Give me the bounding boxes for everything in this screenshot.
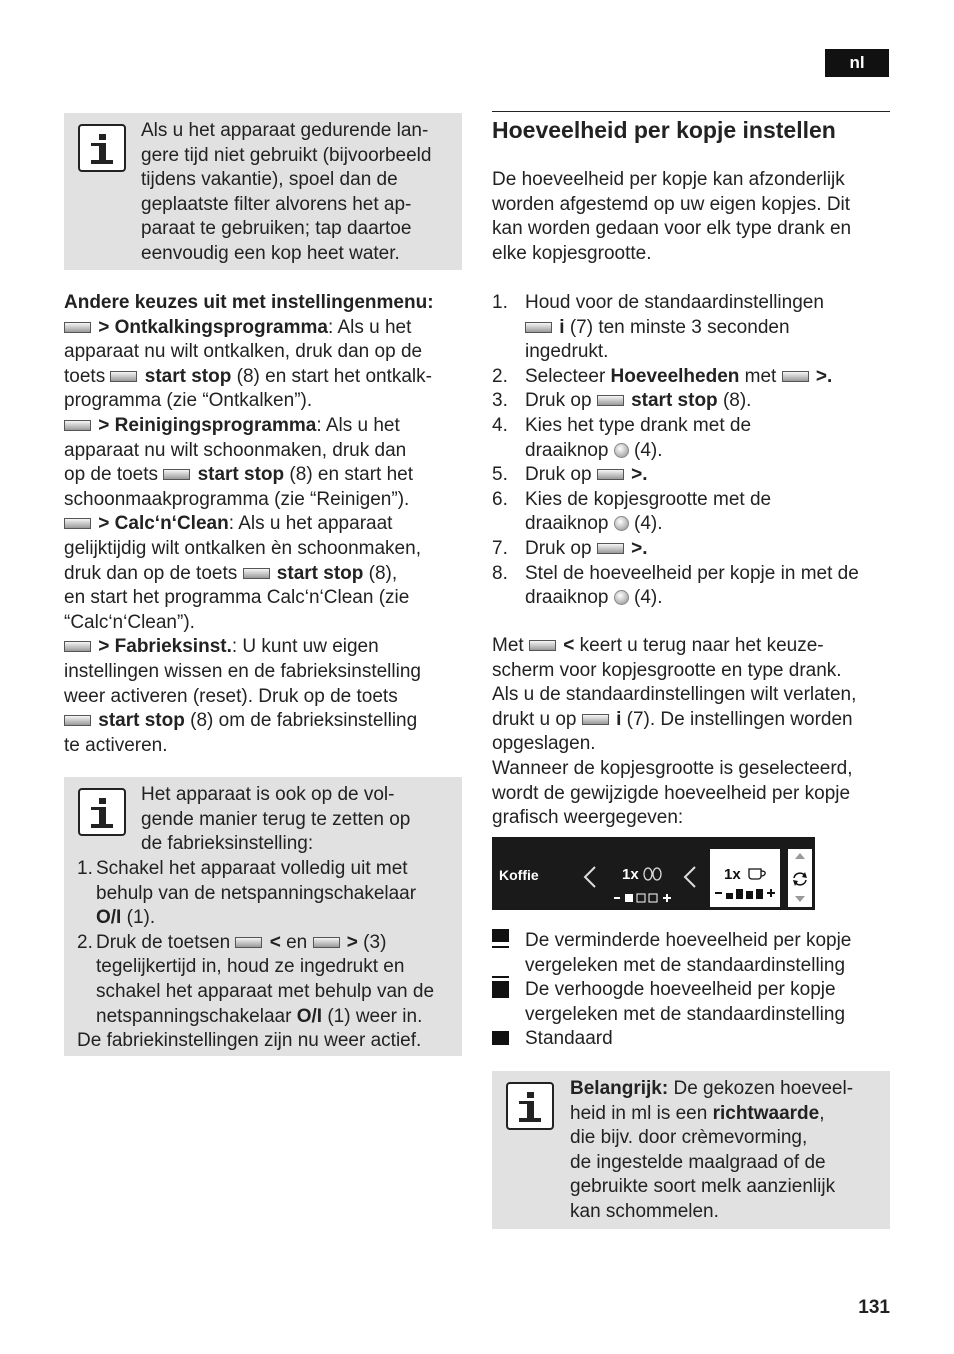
- rotary-knob-icon: [614, 443, 629, 458]
- button-icon: [64, 518, 91, 529]
- strength-scale: [612, 888, 674, 902]
- button-icon: [529, 640, 556, 651]
- rotary-knob-icon: [614, 516, 629, 531]
- info-icon: [78, 788, 126, 836]
- section-title: Hoeveelheid per kopje instellen: [492, 117, 836, 143]
- legend-swatch-standard: [492, 1031, 509, 1045]
- legend-swatch-increased: [492, 981, 509, 998]
- cup-count-selected: 1x: [724, 866, 741, 883]
- button-icon: [163, 469, 190, 480]
- button-icon: [597, 543, 624, 554]
- legend-label: De verminderde hoeveelheid per kopje: [525, 930, 852, 951]
- page-number: 131: [858, 1297, 890, 1318]
- button-icon: [243, 568, 270, 579]
- button-icon: [64, 420, 91, 431]
- button-icon: [64, 641, 91, 652]
- button-icon: [110, 371, 137, 382]
- button-icon: [782, 371, 809, 382]
- section-heading: Andere keuzes uit met instellingenmenu:: [64, 292, 434, 313]
- button-icon: [525, 322, 552, 333]
- info-text: Als u het apparaat gedurende lan- gere tijd niet gebruikt (bijvoorbeeld tijdens vakantie), spoel dan de geplaatste filter alvorens het ap- paraat te gebruiken; tap daartoe eenvoudig een kop heet water.: [141, 120, 432, 264]
- info-box-vacation: [64, 113, 462, 270]
- legend-label: De verhoogde hoeveelheid per kopje: [525, 979, 836, 1001]
- legend-swatch-increased-line: [492, 976, 509, 978]
- section-rule: [492, 111, 890, 112]
- scroll-panel: [788, 849, 812, 907]
- cup-icon: [746, 866, 768, 882]
- intro-text: De hoeveelheid per kopje kan afzonderlijk worden afgestemd op uw eigen kopjes. Dit kan worden gedaan voor elk type drank en elke kopjesgrootte.: [492, 169, 852, 264]
- steps-list: 1. Houd voor de standaardinstellingen i (7) ten minste 3 seconden ingedrukt. 2. Selecteer Hoeveelheden met >. 3. Druk op start stop (8). 4. Kies het type drank met de draaiknop (4). 5. Druk op >. 6. Kies de kopjesgrootte met de draaiknop (4). 7. Druk op >. 8. Stel de hoeveelheid per kopje in met de draaiknop (4).: [492, 292, 859, 609]
- legend-label: Standaard: [525, 1028, 613, 1050]
- chevron-left-icon: [682, 865, 698, 889]
- refresh-icon: [790, 869, 810, 889]
- arrow-down-icon: [794, 895, 806, 903]
- amount-panel: [710, 849, 780, 907]
- button-icon: [64, 322, 91, 333]
- info-icon: [78, 124, 126, 172]
- rotary-knob-icon: [614, 590, 629, 605]
- chevron-left-icon: [582, 865, 598, 889]
- button-icon: [597, 395, 624, 406]
- legend-swatch-reduced-line: [492, 946, 509, 948]
- cup-count: 1x: [622, 866, 639, 883]
- legend: De verminderde hoeveelheid per kopje vergeleken met de standaardinstelling De verhoogde hoeveelheid per kopje vergeleken met de standaardinstelling Standaard: [492, 929, 892, 1054]
- arrow-up-icon: [794, 852, 806, 860]
- button-icon: [64, 715, 91, 726]
- amount-scale: [714, 885, 778, 901]
- button-icon: [582, 714, 609, 725]
- drink-label: Koffie: [499, 867, 539, 883]
- settings-menu-section: Andere keuzes uit met instellingenmenu: > Ontkalkingsprogramma: Als u het apparaat nu wilt ontkalken, druk dan op de toets start stop (8) en start het ontkalk- programma (zie “Ontkalken”). > Reinigingsprogramma: Als u het apparaat nu wilt schoonmaken, druk dan op de toets start stop (8) en start het schoonmaakprogramma (zie “Reinigen”). > Calc‘n‘Clean: Als u het apparaat gelijktijdig wilt ontkalken èn schoonmaken, druk dan op de toets start stop (8), en start het programma Calc‘n‘Clean (zie “Calc‘n‘Clean”). > Fabrieksinst.: U kunt uw eigen instellingen wissen en de fabrieksinstelling weer activeren (reset). Druk op de toets start stop (8) om de fabrieksinstelling te activeren.: [64, 292, 434, 756]
- button-icon: [313, 937, 340, 948]
- info-box-factory-reset: Het apparaat is ook op de vol- gende manier terug te zetten op de fabrieksinstelling: 1. Schakel het apparaat volledig uit met behulp van de netspanningschakelaar O/I (1). 2. Druk de toetsen < en > (3) tegelijkertijd in, houd ze ingedrukt en schakel het apparaat met behulp van de netspanningschakelaar O/I (1) weer in. De fabriekinstellingen zijn nu weer actief.: [64, 777, 462, 1056]
- beans-icon: [642, 866, 664, 882]
- back-text: Met < keert u terug naar het keuze- scherm voor kopjesgrootte en type drank. Als u de standaardinstellingen wilt verlaten, drukt u op i (7). De instellingen worden opgeslagen. Wanneer de kopjesgrootte is geselecteerd, wordt de gewijzigde hoeveelheid per kopje grafisch weergegeven:: [492, 635, 857, 829]
- button-icon: [235, 937, 262, 948]
- button-icon: [597, 469, 624, 480]
- info-box-important: Belangrijk: De gekozen hoeveel- heid in ml is een richtwaarde, die bijv. door crèmevorming, de ingestelde maalgraad of de gebruikte soort melk aanzienlijk kan schommelen.: [492, 1071, 890, 1229]
- legend-swatch-reduced: [492, 929, 509, 942]
- language-tag: nl: [825, 49, 889, 77]
- info-icon: [506, 1082, 554, 1130]
- display-illustration: [492, 837, 815, 910]
